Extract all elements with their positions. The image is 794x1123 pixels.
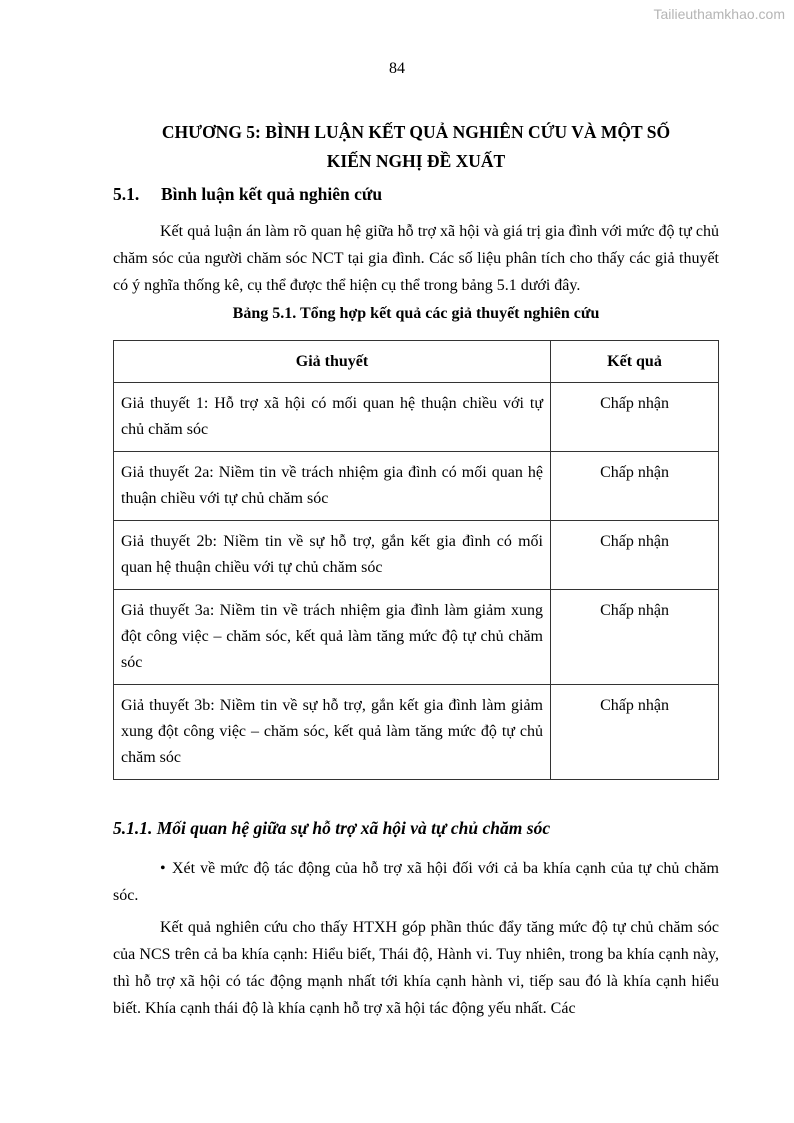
chapter-title-line-2: KIẾN NGHỊ ĐỀ XUẤT [326,151,506,171]
table-row [114,521,719,590]
hypothesis-cell: Giả thuyết 3a: Niềm tin về trách nhiệm gia đình làm giảm xung đột công việc – chăm sóc, kết quả làm tăng mức độ tự chủ chăm sóc [114,590,551,685]
bullet-text: Xét về mức độ tác động của hỗ trợ xã hội đối với cả ba khía cạnh của tự chủ chăm sóc. [113,860,719,904]
table-row [114,452,719,521]
table-caption: Bảng 5.1. Tổng hợp kết quả các giả thuyết nghiên cứu [232,305,600,322]
intro-paragraph: Kết quả luận án làm rõ quan hệ giữa hỗ trợ xã hội và giá trị gia đình với mức độ tự chủ chăm sóc của người chăm sóc NCT tại gia đình. Các số liệu phân tích cho thấy các giả thuyết có ý nghĩa thống kê, cụ thể được thể hiện cụ thể trong bảng 5.1 dưới đây. [113,223,719,294]
body-paragraph: Kết quả nghiên cứu cho thấy HTXH góp phần thúc đẩy tăng mức độ tự chủ chăm sóc của NCS trên cả ba khía cạnh: Hiểu biết, Thái độ, Hành vi. Tuy nhiên, trong ba khía cạnh này, thì hỗ trợ xã hội có tác động mạnh nhất tới khía cạnh hành vi, tiếp sau đó là khía cạnh hiểu biết. Khía cạnh thái độ là khía cạnh hỗ trợ xã hội tác động yếu nhất. Các [113,919,719,1017]
section-title: Bình luận kết quả nghiên cứu [161,184,383,204]
watermark: Tailieuthamkhao.com [653,6,785,22]
hypotheses-table [113,340,719,780]
chapter-title [113,118,719,176]
bullet-item [113,855,719,909]
result-cell: Chấp nhận [551,521,719,590]
subsection-heading: 5.1.1. Mối quan hệ giữa sự hỗ trợ xã hội và tự chủ chăm sóc [113,818,551,838]
header-result: Kết quả [551,341,719,383]
table-row [114,685,719,780]
chapter-title-line-1: CHƯƠNG 5: BÌNH LUẬN KẾT QUẢ NGHIÊN CỨU VÀ MỘT SỐ [161,122,671,142]
table-header-row [114,341,719,383]
section-heading [113,184,382,205]
page-number: 84 [389,60,405,77]
result-cell: Chấp nhận [551,590,719,685]
bullet-icon: • [160,860,166,877]
result-cell: Chấp nhận [551,383,719,452]
section-number: 5.1. [113,184,140,204]
hypothesis-cell: Giả thuyết 3b: Niềm tin về sự hỗ trợ, gắn kết gia đình làm giảm xung đột công việc – chăm sóc, kết quả làm tăng mức độ tự chủ chăm sóc [114,685,551,780]
result-cell: Chấp nhận [551,685,719,780]
header-hypothesis: Giả thuyết [114,341,551,383]
result-cell: Chấp nhận [551,452,719,521]
hypothesis-cell: Giả thuyết 1: Hỗ trợ xã hội có mối quan hệ thuận chiều với tự chủ chăm sóc [114,383,551,452]
hypothesis-cell: Giả thuyết 2b: Niềm tin về sự hỗ trợ, gắn kết gia đình có mối quan hệ thuận chiều với tự chủ chăm sóc [114,521,551,590]
table-row [114,383,719,452]
hypothesis-cell: Giả thuyết 2a: Niềm tin về trách nhiệm gia đình có mối quan hệ thuận chiều với tự chủ chăm sóc [114,452,551,521]
table-row [114,590,719,685]
